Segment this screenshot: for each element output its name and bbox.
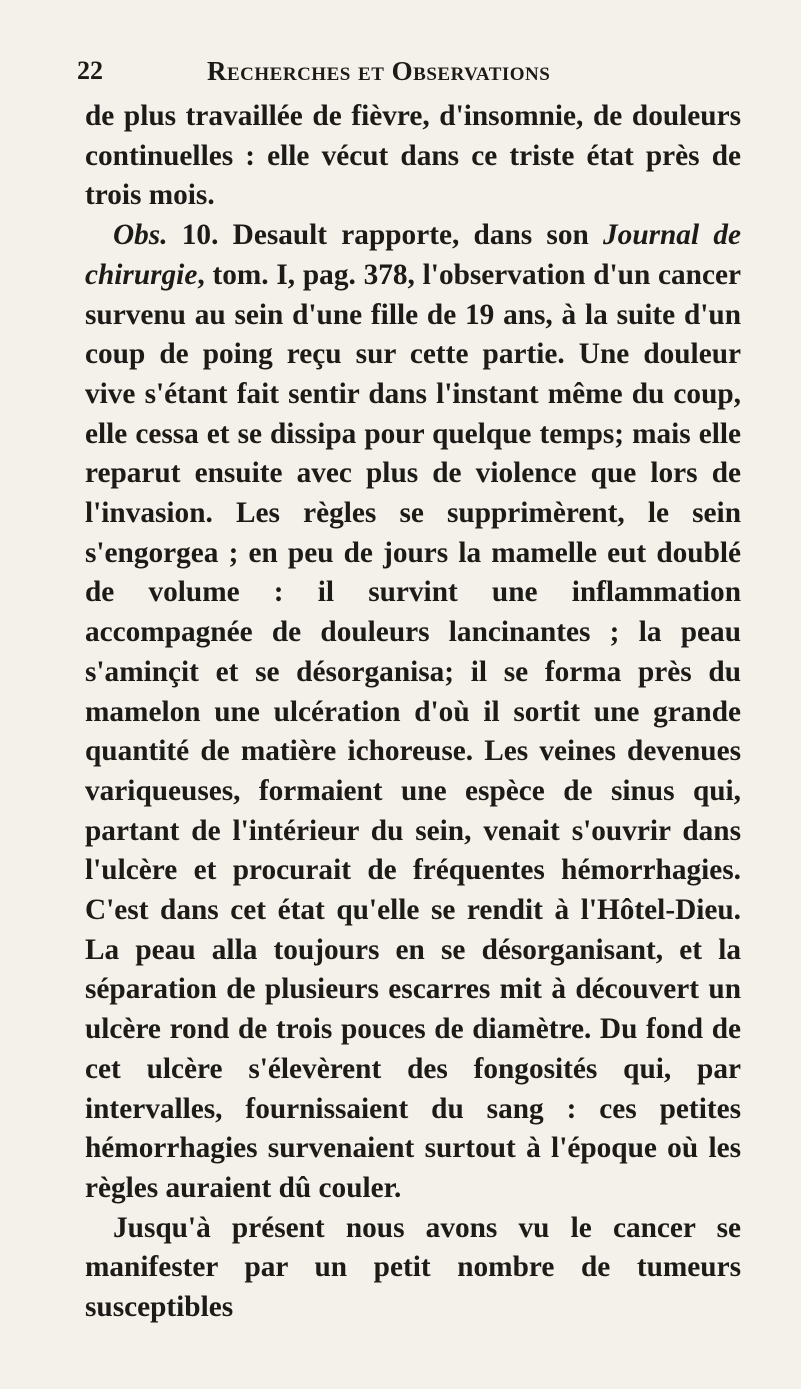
page-number: 22 [77,56,103,85]
body-text [85,97,741,1328]
observation-number: 10. [167,219,233,252]
paragraph-3: Jusqu'à présent nous avons vu le cancer se manifester par un petit nombre de tumeurs susceptibles [85,1211,741,1324]
observation-text: , tom. I, pag. 378, l'observation d'un cancer survenu au sein d'une fille de 19 ans, à la suite d'un coup de poing reçu sur cette partie. Une douleur vive s'étant fait sentir dans l'instant même du coup, elle cessa et se dissipa pour quelque temps; mais elle reparut ensuite avec plus de violence que lors de l'invasion. Les règles se supprimèrent, le sein s'engorgea ; en peu de jours la mamelle eut doublé de volume : il survint une inflammation accompagnée de douleurs lancinantes ; la peau s'aminçit et se désorganisa; il se forma près du mamelon une ulcération d'où il sortit une grande quantité de matière ichoreuse. Les veines devenues variqueuses, formaient une espèce de sinus qui, partant de l'intérieur du sein, venait s'ouvrir dans l'ulcère et procurait de fréquentes hémorrhagies. C'est dans cet état qu'elle se rendit à l'Hôtel-Dieu. La peau alla toujours en se désorganisant, et la séparation de plusieurs escarres mit à découvert un ulcère rond de trois pouces de diamètre. Du fond de cet ulcère s'élevèrent des fongosités qui, par intervalles, fournissaient du sang : ces petites hémorrhagies survenaient surtout à l'époque où les règles auraient dû couler. [85,258,741,1204]
paragraph-1: de plus travaillée de fièvre, d'insomnie, de douleurs continuelles : elle vécut dans ce triste état près de trois mois. [85,100,741,212]
journal-title: Journal de chirurgie [85,219,741,291]
observation-lead: Desault rapporte, dans son [232,219,604,252]
running-head [77,56,637,90]
observation-label: Obs. [113,219,168,252]
running-title: Recherches et Observations [207,56,551,86]
paragraph-observation-10 [85,216,741,1209]
